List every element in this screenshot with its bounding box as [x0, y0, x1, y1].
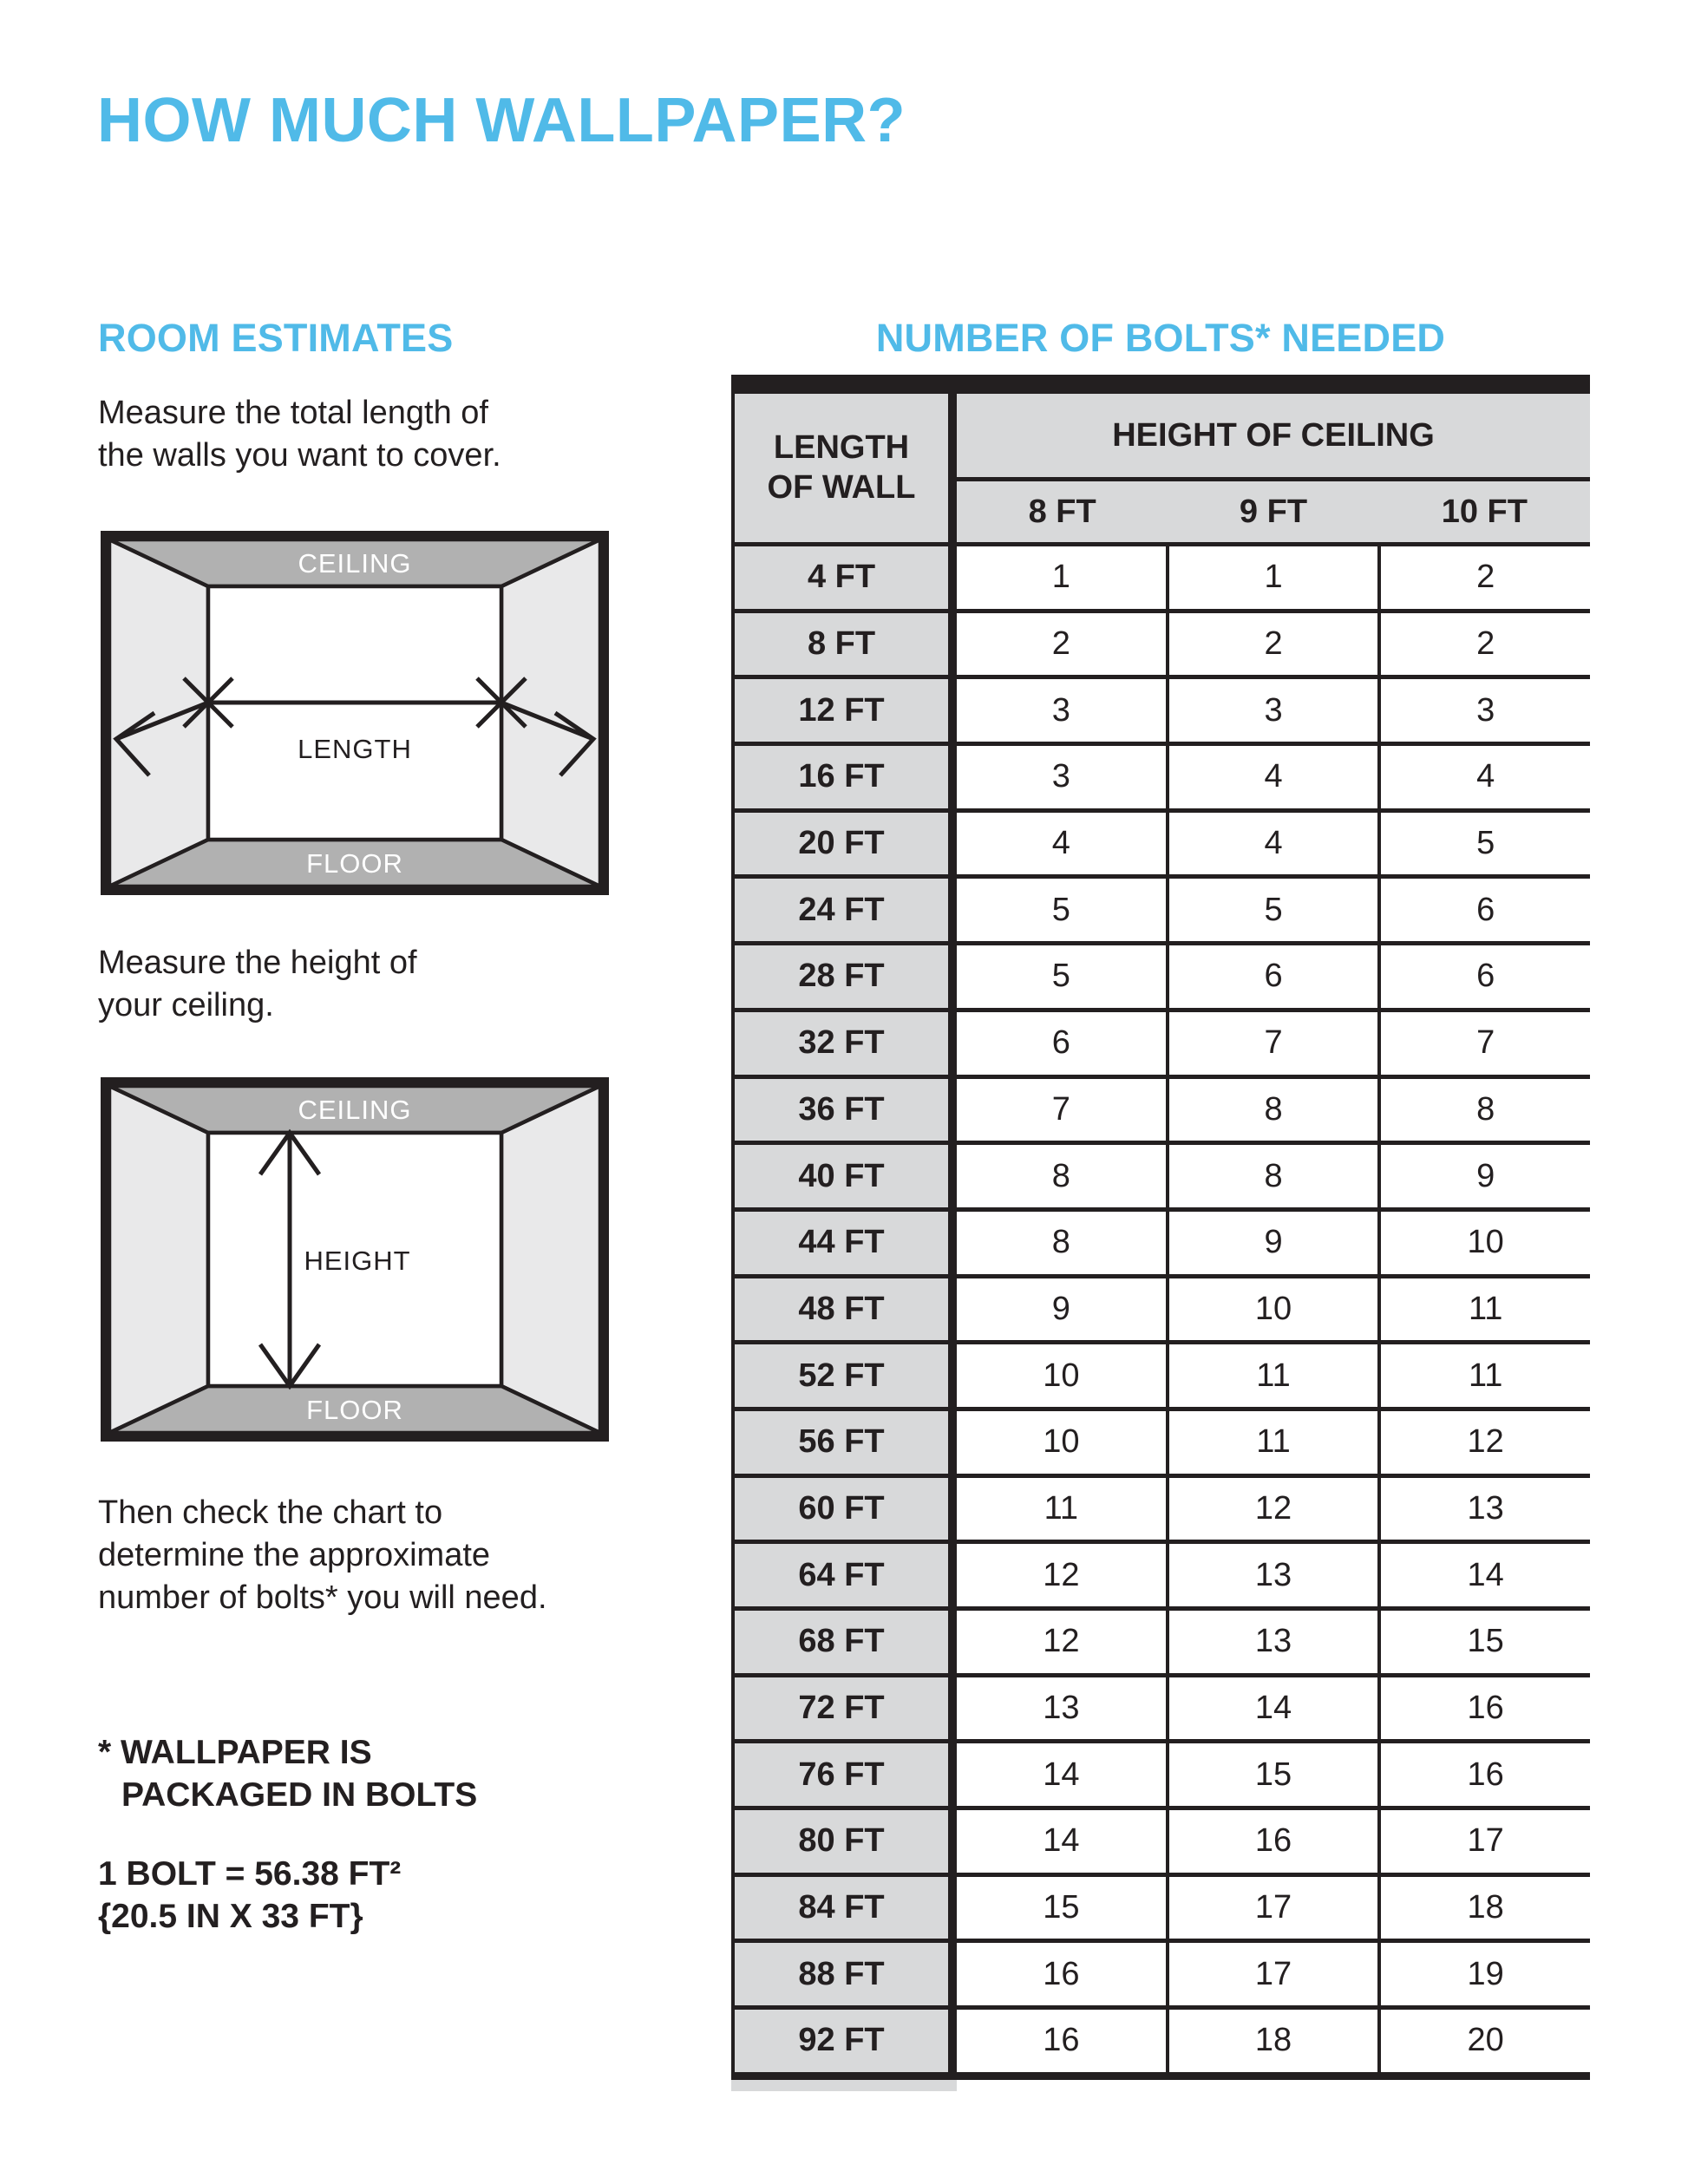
bolt-count-cell: 7 [957, 1079, 1166, 1141]
table-row [731, 1673, 1590, 1740]
bolt-count-cell: 1 [957, 546, 1166, 609]
wall-length-cell: 92 FT [731, 2010, 957, 2072]
header-line: LENGTH [773, 428, 910, 466]
bolt-count-cell: 3 [1166, 679, 1378, 742]
table-row [731, 609, 1590, 676]
bolt-count-cell: 5 [1377, 813, 1590, 875]
table-row [731, 542, 1590, 609]
bolt-count-cell: 18 [1166, 2010, 1378, 2072]
table-row [731, 1606, 1590, 1673]
right-wall [501, 1086, 600, 1433]
back-wall [208, 586, 501, 840]
text-line: number of bolts* you will need. [98, 1579, 547, 1616]
bolt-count-cell: 2 [1377, 613, 1590, 676]
length-of-wall-header [731, 394, 957, 542]
bolt-count-cell: 10 [1166, 1278, 1378, 1341]
bolt-count-cell: 1 [1166, 546, 1378, 609]
text-line: Then check the chart to [98, 1494, 443, 1531]
bolt-count-cell: 14 [957, 1743, 1166, 1806]
table-row [731, 1008, 1590, 1075]
bolt-count-cell: 13 [1166, 1544, 1378, 1606]
text-line: Measure the height of [98, 945, 417, 981]
bolt-count-cell: 2 [1166, 613, 1378, 676]
wall-length-cell: 28 FT [731, 945, 957, 1008]
page-title: HOW MUCH WALLPAPER? [97, 86, 906, 155]
check-chart-instruction [98, 1492, 547, 1619]
table-row [731, 742, 1590, 808]
bolt-count-cell: 4 [1377, 746, 1590, 808]
height-label: HEIGHT [304, 1246, 411, 1276]
length-label: LENGTH [298, 734, 412, 764]
bolt-count-cell: 5 [1166, 879, 1378, 941]
left-wall [109, 539, 208, 886]
bolt-count-cell: 4 [1166, 746, 1378, 808]
wall-length-cell: 80 FT [731, 1810, 957, 1873]
wall-length-cell: 24 FT [731, 879, 957, 941]
bolt-count-cell: 14 [1166, 1677, 1378, 1740]
bolt-count-cell: 15 [957, 1877, 1166, 1939]
ceiling-label: CEILING [298, 548, 412, 579]
table-row [731, 1075, 1590, 1141]
bolt-count-cell: 2 [1377, 546, 1590, 609]
wall-length-cell: 20 FT [731, 813, 957, 875]
table-top-border [731, 375, 1590, 394]
text-line: * WALLPAPER IS [98, 1734, 372, 1771]
bolts-table [731, 375, 1590, 2091]
ceiling-header-group [957, 394, 1590, 542]
bolt-count-cell: 16 [1377, 1743, 1590, 1806]
bolt-count-cell: 12 [1377, 1411, 1590, 1474]
wall-length-cell: 36 FT [731, 1079, 957, 1141]
table-row [731, 2005, 1590, 2072]
room-length-diagram [101, 531, 609, 895]
wall-length-cell: 56 FT [731, 1411, 957, 1474]
bolt-count-cell: 7 [1166, 1012, 1378, 1075]
wall-length-cell: 88 FT [731, 1943, 957, 2005]
bolt-count-cell: 16 [957, 1943, 1166, 2005]
table-row [731, 1739, 1590, 1806]
bolt-count-cell: 6 [957, 1012, 1166, 1075]
bolt-count-cell: 11 [1166, 1344, 1378, 1407]
bolt-count-cell: 13 [1377, 1478, 1590, 1540]
table-row [731, 808, 1590, 875]
room-height-diagram [101, 1077, 609, 1442]
wall-length-cell: 8 FT [731, 613, 957, 676]
ceiling-height-column-header: 9 FT [1239, 493, 1308, 530]
bolt-count-cell: 11 [1377, 1278, 1590, 1341]
bolt-count-cell: 16 [1377, 1677, 1590, 1740]
bolt-count-cell: 18 [1377, 1877, 1590, 1939]
bolt-count-cell: 17 [1166, 1943, 1378, 2005]
bolt-count-cell: 4 [1166, 813, 1378, 875]
text-line: {20.5 IN X 33 FT} [98, 1898, 363, 1935]
table-row [731, 1407, 1590, 1474]
table-row [731, 1939, 1590, 2005]
text-line: 1 BOLT = 56.38 FT² [98, 1855, 402, 1893]
bolt-count-cell: 2 [957, 613, 1166, 676]
bolt-count-cell: 3 [957, 746, 1166, 808]
bolt-count-cell: 16 [957, 2010, 1166, 2072]
wall-length-cell: 16 FT [731, 746, 957, 808]
bolt-count-cell: 15 [1377, 1611, 1590, 1673]
bolt-count-cell: 12 [1166, 1478, 1378, 1540]
text-line: the walls you want to cover. [98, 437, 501, 474]
bolt-count-cell: 8 [1166, 1145, 1378, 1207]
room-estimates-heading: ROOM ESTIMATES [98, 316, 454, 360]
table-bottom-border [731, 2072, 1590, 2080]
wallpaper-bolts-footnote [98, 1731, 477, 1816]
ceiling-height-column-header: 10 FT [1441, 493, 1528, 530]
bolt-count-cell: 14 [1377, 1544, 1590, 1606]
bolt-count-cell: 14 [957, 1810, 1166, 1873]
bolt-count-cell: 3 [957, 679, 1166, 742]
table-row [731, 1806, 1590, 1873]
table-row [731, 1540, 1590, 1606]
wall-length-cell: 4 FT [731, 546, 957, 609]
table-row [731, 1141, 1590, 1207]
table-row [731, 1274, 1590, 1341]
wall-length-cell: 32 FT [731, 1012, 957, 1075]
measure-height-instruction [98, 942, 417, 1027]
wall-length-cell: 52 FT [731, 1344, 957, 1407]
bolts-needed-heading: NUMBER OF BOLTS* NEEDED [875, 316, 1446, 360]
bolt-count-cell: 5 [957, 879, 1166, 941]
bolt-count-cell: 6 [1377, 945, 1590, 1008]
bolt-count-cell: 8 [957, 1212, 1166, 1274]
wall-length-cell: 60 FT [731, 1478, 957, 1540]
ceiling-height-columns [957, 481, 1590, 542]
bolt-count-cell: 6 [1377, 879, 1590, 941]
text-line: your ceiling. [98, 987, 274, 1023]
wall-length-cell: 76 FT [731, 1743, 957, 1806]
table-row [731, 675, 1590, 742]
table-row [731, 1207, 1590, 1274]
wall-length-cell: 84 FT [731, 1877, 957, 1939]
floor-label: FLOOR [306, 1395, 403, 1425]
wall-length-cell: 40 FT [731, 1145, 957, 1207]
ceiling-label: CEILING [298, 1095, 412, 1125]
bolt-count-cell: 10 [957, 1344, 1166, 1407]
bolt-count-cell: 7 [1377, 1012, 1590, 1075]
bolt-count-cell: 19 [1377, 1943, 1590, 2005]
right-wall [501, 539, 600, 886]
wall-length-cell: 12 FT [731, 679, 957, 742]
bolt-count-cell: 11 [957, 1478, 1166, 1540]
wall-length-cell: 68 FT [731, 1611, 957, 1673]
bolt-count-cell: 9 [1377, 1145, 1590, 1207]
table-body [731, 542, 1590, 2072]
bolt-count-cell: 17 [1166, 1877, 1378, 1939]
wall-length-cell: 64 FT [731, 1544, 957, 1606]
text-line: determine the approximate [98, 1537, 491, 1573]
bolt-count-cell: 16 [1166, 1810, 1378, 1873]
table-row [731, 1340, 1590, 1407]
measure-length-instruction [98, 392, 501, 477]
bolt-count-cell: 3 [1377, 679, 1590, 742]
bolt-count-cell: 17 [1377, 1810, 1590, 1873]
bolt-count-cell: 4 [957, 813, 1166, 875]
bolt-count-cell: 12 [957, 1611, 1166, 1673]
bolt-count-cell: 6 [1166, 945, 1378, 1008]
table-row [731, 941, 1590, 1008]
bolt-count-cell: 9 [1166, 1212, 1378, 1274]
bolt-count-cell: 8 [1377, 1079, 1590, 1141]
bolt-count-cell: 11 [1166, 1411, 1378, 1474]
bolt-count-cell: 10 [957, 1411, 1166, 1474]
bolt-count-cell: 11 [1377, 1344, 1590, 1407]
table-row [731, 1474, 1590, 1540]
bolt-count-cell: 10 [1377, 1212, 1590, 1274]
table-header [731, 394, 1590, 542]
wall-length-cell: 48 FT [731, 1278, 957, 1341]
ceiling-height-column-header: 8 FT [1028, 493, 1096, 530]
table-footer-stub [731, 2080, 957, 2091]
floor-label: FLOOR [306, 848, 403, 879]
bolt-count-cell: 15 [1166, 1743, 1378, 1806]
bolt-count-cell: 8 [957, 1145, 1166, 1207]
bolt-size-note [98, 1853, 401, 1938]
bolt-count-cell: 13 [957, 1677, 1166, 1740]
height-of-ceiling-header: HEIGHT OF CEILING [1112, 416, 1435, 454]
bolt-count-cell: 9 [957, 1278, 1166, 1341]
bolt-count-cell: 13 [1166, 1611, 1378, 1673]
bolt-count-cell: 5 [957, 945, 1166, 1008]
header-line: OF WALL [767, 468, 916, 506]
text-line: PACKAGED IN BOLTS [121, 1776, 478, 1814]
left-wall [109, 1086, 208, 1433]
table-row [731, 874, 1590, 941]
wall-length-cell: 72 FT [731, 1677, 957, 1740]
bolt-count-cell: 20 [1377, 2010, 1590, 2072]
bolt-count-cell: 12 [957, 1544, 1166, 1606]
bolt-count-cell: 8 [1166, 1079, 1378, 1141]
table-row [731, 1873, 1590, 1939]
text-line: Measure the total length of [98, 395, 488, 431]
wall-length-cell: 44 FT [731, 1212, 957, 1274]
